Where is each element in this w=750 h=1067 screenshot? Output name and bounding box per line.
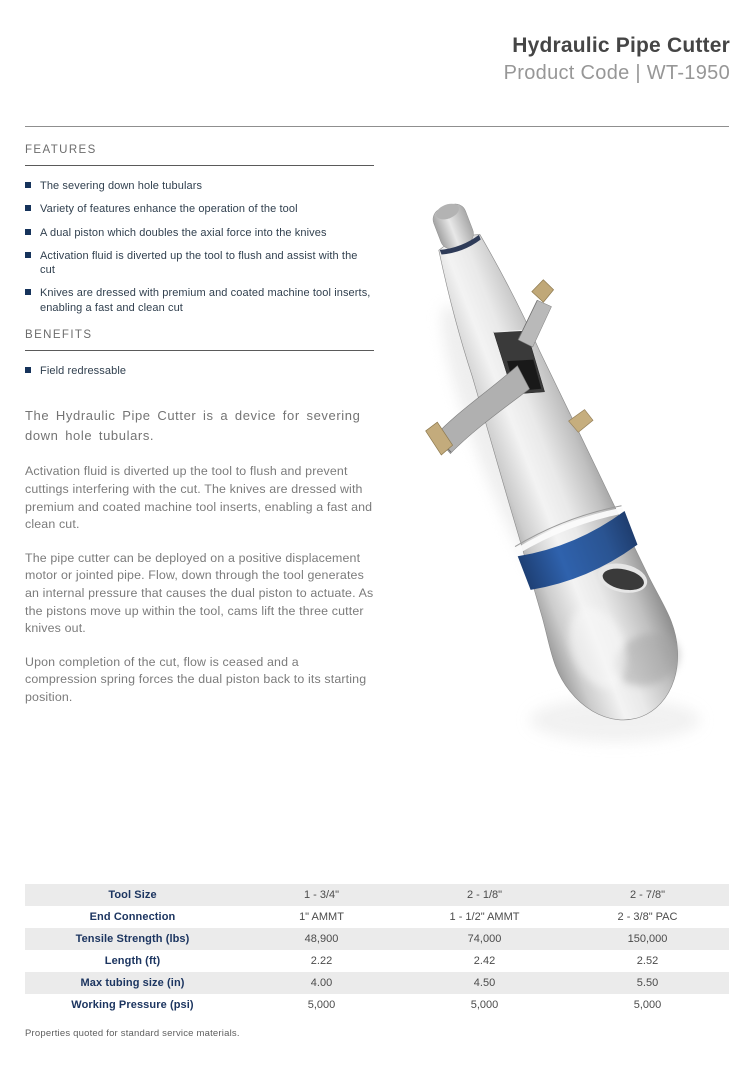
spec-cell: 48,900 [304, 933, 339, 945]
spec-cell: 5,000 [470, 999, 499, 1011]
spec-table [25, 884, 729, 1016]
feature-item [25, 202, 374, 216]
square-bullet-icon [25, 252, 31, 258]
feature-text: Knives are dressed with premium and coated machine tool inserts, enabling a fast and clean cut [40, 287, 371, 314]
square-bullet-icon [25, 229, 31, 235]
table-row [25, 972, 729, 994]
spec-cell: 74,000 [467, 933, 502, 945]
feature-item [25, 286, 374, 315]
spec-label: Tensile Strength (lbs) [75, 933, 190, 945]
spec-cell: 5.50 [636, 977, 659, 989]
table-row [25, 928, 729, 950]
spec-cell: 5,000 [307, 999, 336, 1011]
square-bullet-icon [25, 205, 31, 211]
spec-cell: 4.50 [473, 977, 496, 989]
description-paragraph: Upon completion of the cut, flow is ceased and a compression spring forces the dual piston back to its starting position. [25, 654, 367, 705]
spec-cell: 5,000 [633, 999, 662, 1011]
description-paragraph: The Hydraulic Pipe Cutter is a device for severing down hole tubulars. [25, 408, 361, 443]
feature-text: Variety of features enhance the operation of the tool [40, 203, 298, 216]
square-bullet-icon [25, 289, 31, 295]
spec-label: Working Pressure (psi) [71, 999, 194, 1011]
spec-cell: 1 - 1/2" AMMT [449, 911, 520, 923]
spec-cell: 2.22 [310, 955, 333, 967]
table-row [25, 950, 729, 972]
spec-cell: 4.00 [310, 977, 333, 989]
feature-text: The severing down hole tubulars [40, 180, 203, 192]
spec-cell: 150,000 [627, 933, 668, 945]
table-row [25, 884, 729, 906]
header [504, 34, 730, 85]
feature-item [25, 179, 374, 193]
description-paragraph: Activation fluid is diverted up the tool to flush and prevent cuttings interfering with the cut. The knives are dressed with premium and coated machine tool inserts, enabling a fast and clean cut. [25, 464, 373, 532]
spec-cell: 1" AMMT [299, 911, 344, 923]
benefits-heading: BENEFITS [25, 329, 374, 351]
description-paragraph: The pipe cutter can be deployed on a positive displacement motor or jointed pipe. Flow, down through the tool generates an internal pressure that causes the dual piston to actuate. As the pistons move up within the tool, cams lift the three cutter knives out. [25, 550, 374, 636]
spec-cell: 1 - 3/4" [303, 889, 340, 901]
product-photo [390, 160, 740, 770]
spec-cell: 2.52 [636, 955, 659, 967]
spec-cell: 2.42 [473, 955, 496, 967]
product-code: Product Code | WT-1950 [503, 62, 730, 84]
feature-text: A dual piston which doubles the axial force into the knives [40, 226, 327, 239]
header-divider [25, 126, 729, 127]
feature-item [25, 226, 374, 240]
feature-item [25, 249, 374, 278]
description [25, 406, 374, 706]
square-bullet-icon [25, 182, 31, 188]
spec-cell: 2 - 3/8" PAC [617, 911, 678, 923]
features-heading: FEATURES [25, 144, 374, 166]
spec-label: End Connection [89, 911, 176, 923]
benefit-item [25, 364, 374, 378]
feature-text: Activation fluid is diverted up the tool to flush and assist with the cut [40, 249, 358, 277]
table-row [25, 906, 729, 928]
table-row [25, 994, 729, 1016]
page-title: Hydraulic Pipe Cutter [512, 34, 730, 57]
spec-label: Tool Size [108, 889, 157, 901]
spec-cell: 2 - 7/8" [629, 889, 666, 901]
content-column [25, 144, 374, 723]
spec-cell: 2 - 1/8" [466, 889, 503, 901]
square-bullet-icon [25, 367, 31, 373]
benefit-text: Field redressable [40, 365, 127, 378]
benefits-list [25, 364, 374, 378]
knife-insert-upper [529, 278, 556, 305]
features-list [25, 179, 374, 315]
spec-label: Length (ft) [104, 955, 161, 967]
pipe-cutter-illustration [390, 160, 740, 770]
spec-label: Max tubing size (in) [80, 977, 185, 989]
footnote: Properties quoted for standard service materials. [25, 1028, 240, 1039]
